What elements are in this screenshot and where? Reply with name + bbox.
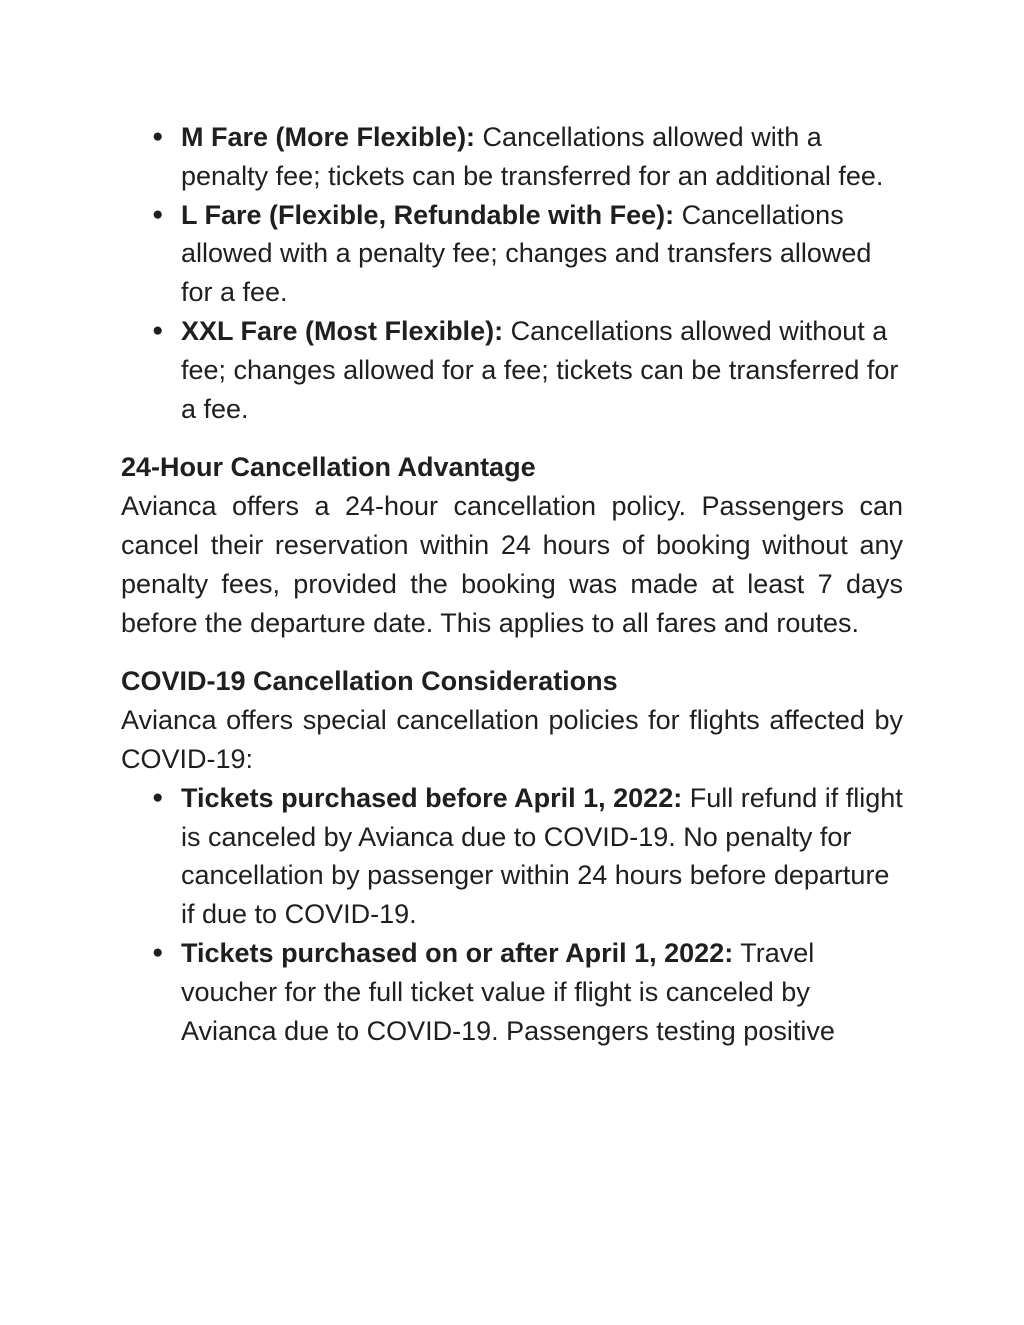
section-intro-covid: Avianca offers special cancellation policies for flights affected by COVID-19: [121,705,903,774]
list-item [121,934,903,1050]
document-page [121,118,903,1050]
covid-item-description: Travel voucher for the full ticket value if flight is canceled by Avianca due to COVID-19. Passengers testing positive [181,937,835,1046]
covid-item-label: Tickets purchased before April 1, 2022: [181,782,683,813]
covid-item-description: Full refund if flight is canceled by Avianca due to COVID-19. No penalty for cancellation by passenger within 24 hours before departure if due to COVID-19. [181,782,903,930]
fare-description: Cancellations allowed with a penalty fee; changes and transfers allowed for a fee. [181,199,872,308]
fare-label: XXL Fare (Most Flexible): [181,315,504,346]
section-heading-24-hour: 24-Hour Cancellation Advantage [121,452,536,483]
list-item [121,118,903,196]
fare-label: L Fare (Flexible, Refundable with Fee): [181,199,675,230]
list-item [121,312,903,428]
fare-label: M Fare (More Flexible): [181,122,476,152]
fare-list [121,118,903,428]
list-item [121,779,903,934]
section-heading-covid: COVID-19 Cancellation Considerations [121,666,618,697]
fare-description: Cancellations allowed without a fee; changes allowed for a fee; tickets can be transferred for a fee. [181,315,899,424]
list-item [121,196,903,312]
covid-item-label: Tickets purchased on or after April 1, 2022: [181,937,734,968]
fare-description: Cancellations allowed with a penalty fee; tickets can be transferred for an additional fee. [181,122,884,191]
covid-list [121,779,903,1051]
section-body-24-hour: Avianca offers a 24-hour cancellation policy. Passengers can cancel their reservation within 24 hours of booking without any penalty fees, provided the booking was made at least 7 days before the departure date. This applies to all fares and routes. [121,491,903,638]
